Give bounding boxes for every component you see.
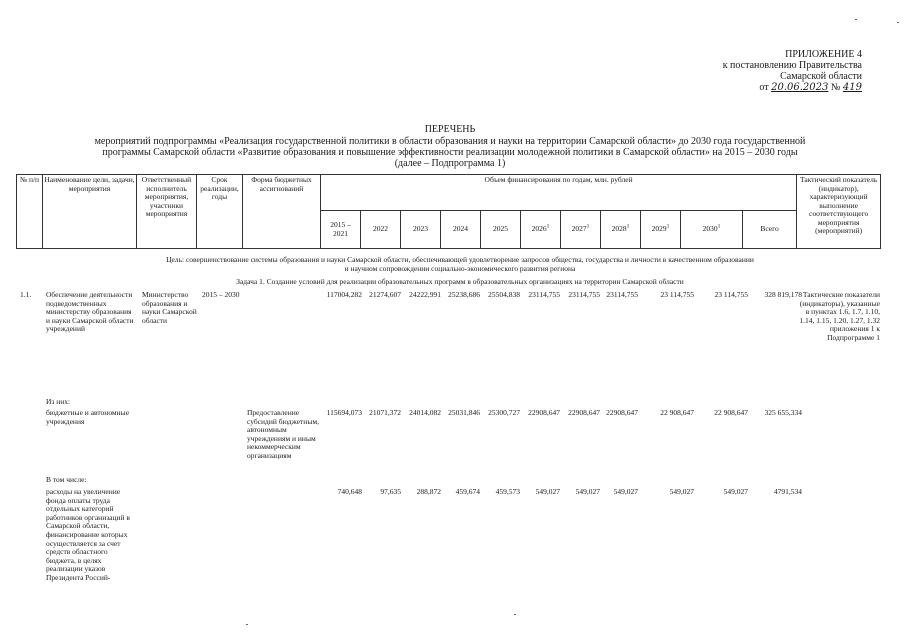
- row3-value: 549,027: [723, 487, 748, 496]
- year-header-cell: [681, 211, 743, 249]
- handwritten-date: 20.06.2023: [771, 82, 829, 93]
- year-label: 2022: [373, 224, 388, 234]
- row3-value: 4791,534: [773, 487, 802, 496]
- year-label: 2029: [651, 224, 667, 234]
- goal-line-1: Цель: совершенствование системы образования и науки Самарской области, обеспечивающей удовлетворение запросов общества, государства и личности в качественном образовании: [166, 255, 754, 264]
- row1-term: 2015 – 2030: [202, 290, 240, 299]
- title-line-2: программы Самарской области «Развитие образования и повышение эффективности реализации молодежной политики в Самарской области» на 2015 – 2030 годы: [102, 147, 798, 158]
- handwritten-number: 419: [842, 82, 862, 93]
- row2-value: 22908,647: [568, 408, 600, 417]
- year-header-cell: [401, 211, 441, 249]
- year-label: 2024: [453, 224, 468, 234]
- year-header-cell: [361, 211, 401, 249]
- scan-speck: [514, 614, 516, 615]
- year-label: 2015 – 2021: [330, 220, 351, 238]
- year-header-cell: [561, 211, 601, 249]
- header-form: Форма бюджетных ассигнований: [243, 175, 321, 249]
- row1-tactical: Тактические показатели (индикаторы), указанные в пунктах 1.6, 1.7, 1.10, 1.14, 1.15, 1.20, 1.27, 1.32 приложения 1 к Подпрограмме 1: [799, 290, 880, 342]
- row1-name: Обеспечение деятельности подведомственных министерству образования и науки Самарской области учреждений: [46, 290, 134, 334]
- row2-value: 22908,647: [528, 408, 560, 417]
- row2-name: бюджетные и автономные учреждения: [46, 408, 130, 426]
- row1-value: 23114,755: [528, 290, 560, 299]
- year-header-cell: [601, 211, 641, 249]
- row2-value: 22 908,647: [714, 408, 748, 417]
- appendix-title: ПРИЛОЖЕНИЕ 4: [785, 49, 862, 60]
- row3-value: 288,872: [416, 487, 441, 496]
- row3-value: 459,674: [455, 487, 480, 496]
- row1-value: 23114,755: [568, 290, 600, 299]
- year-header-cell: [743, 211, 797, 249]
- row2-value: 22908,647: [606, 408, 638, 417]
- year-footnote-mark: 1: [546, 223, 550, 230]
- year-header-cell: [521, 211, 561, 249]
- row1-value: 23 114,755: [714, 290, 748, 299]
- row3-value: 549,027: [535, 487, 560, 496]
- header-term: Срок реализации, годы: [197, 175, 243, 249]
- year-header-cell: [321, 211, 361, 249]
- row2-value: 325 655,334: [764, 408, 802, 417]
- row1-value: 24222,991: [409, 290, 441, 299]
- year-label: 2025: [493, 224, 508, 234]
- row3-value: 97,635: [380, 487, 401, 496]
- row3-value: 740,648: [337, 487, 362, 496]
- row3-name: расходы на увеличение фонда оплаты труда отдельных категорий работников организаций в Самарской области, финансирование которых осуществляется за счет средств областного бюджета, в целях реализации указов Президента Россий-: [46, 487, 130, 582]
- year-footnote-mark: 1: [586, 223, 590, 230]
- row1-value: 117004,282: [326, 290, 362, 299]
- header-volume: Объем финансирования по годам, млн. рублей: [321, 175, 797, 211]
- year-label: Всего: [760, 224, 779, 234]
- year-footnote-mark: 1: [666, 223, 670, 230]
- row3-value: 549,027: [575, 487, 600, 496]
- scan-speck: [246, 624, 248, 625]
- appendix-line-3: Самарской области: [780, 71, 862, 82]
- title-line-3: (далее – Подпрограмма 1): [394, 158, 506, 169]
- row1-value: 25238,686: [448, 290, 480, 299]
- header-name: Наименование цели, задачи, мероприятия: [43, 175, 137, 249]
- task-text: Задача 1. Создание условий для реализации образовательных программ в образовательных организациях на территории Самарской области: [236, 277, 684, 286]
- row2-value: 115694,073: [326, 408, 362, 417]
- row1-value: 21274,607: [369, 290, 401, 299]
- goal-text: [60, 256, 860, 273]
- row1-number: 1.1.: [20, 290, 32, 299]
- row2-form: Предоставление субсидий бюджетным, автономным учреждениям и иным некоммерческим организациям: [247, 408, 319, 460]
- row2-value: 25031,846: [448, 408, 480, 417]
- row2-value: 22 908,647: [660, 408, 694, 417]
- plan-header-table: [16, 174, 881, 249]
- document-heading: ПЕРЕЧЕНЬ: [424, 124, 476, 135]
- year-label: 2028: [611, 224, 627, 234]
- year-footnote-mark: 1: [717, 223, 721, 230]
- number-prefix: №: [830, 82, 841, 93]
- document-title-block: [40, 124, 860, 169]
- goal-line-2: и научном сопровождении социально-экономического развития региона: [344, 263, 576, 273]
- date-prefix: от: [759, 82, 769, 93]
- year-header-cell: [641, 211, 681, 249]
- row3-value: 549,027: [613, 487, 638, 496]
- row3-value: 459,573: [495, 487, 520, 496]
- title-line-1: мероприятий подпрограммы «Реализация государственной политики в области образования и науки на территории Самарской области» до 2030 года государственной: [94, 136, 806, 147]
- year-label: 2026: [531, 224, 547, 234]
- row1-value: 23114,755: [606, 290, 638, 299]
- year-footnote-mark: 1: [626, 223, 630, 230]
- header-responsible: Ответственный исполнитель мероприятия, участники мероприятия: [137, 175, 197, 249]
- appendix-date-line: [702, 82, 862, 93]
- header-tactical: Тактический показатель (индикатор), характеризующий выполнение соответствующего мероприятия (мероприятий): [797, 175, 881, 249]
- row2-value: 24014,082: [409, 408, 441, 417]
- scan-speck: [855, 19, 857, 20]
- year-label: 2023: [413, 224, 428, 234]
- year-label: 2030: [702, 224, 718, 234]
- row1-value: 25504,838: [488, 290, 520, 299]
- iz-nih-label: Из них:: [46, 397, 71, 406]
- v-tom-chisle-label: В том числе:: [46, 475, 87, 484]
- row1-value: 23 114,755: [660, 290, 694, 299]
- row2-value: 21071,372: [369, 408, 401, 417]
- appendix-line-2: к постановлению Правительства: [722, 60, 862, 71]
- row2-value: 25300,727: [488, 408, 520, 417]
- row3-value: 549,027: [669, 487, 694, 496]
- appendix-block: [702, 49, 862, 93]
- row1-value: 328 819,178: [764, 290, 802, 299]
- header-num: № п/п: [17, 175, 43, 249]
- row1-responsible: Министерство образования и науки Самарской области: [142, 290, 197, 325]
- year-header-cell: [441, 211, 481, 249]
- scan-speck: [897, 22, 899, 23]
- year-header-cell: [481, 211, 521, 249]
- year-label: 2027: [571, 224, 587, 234]
